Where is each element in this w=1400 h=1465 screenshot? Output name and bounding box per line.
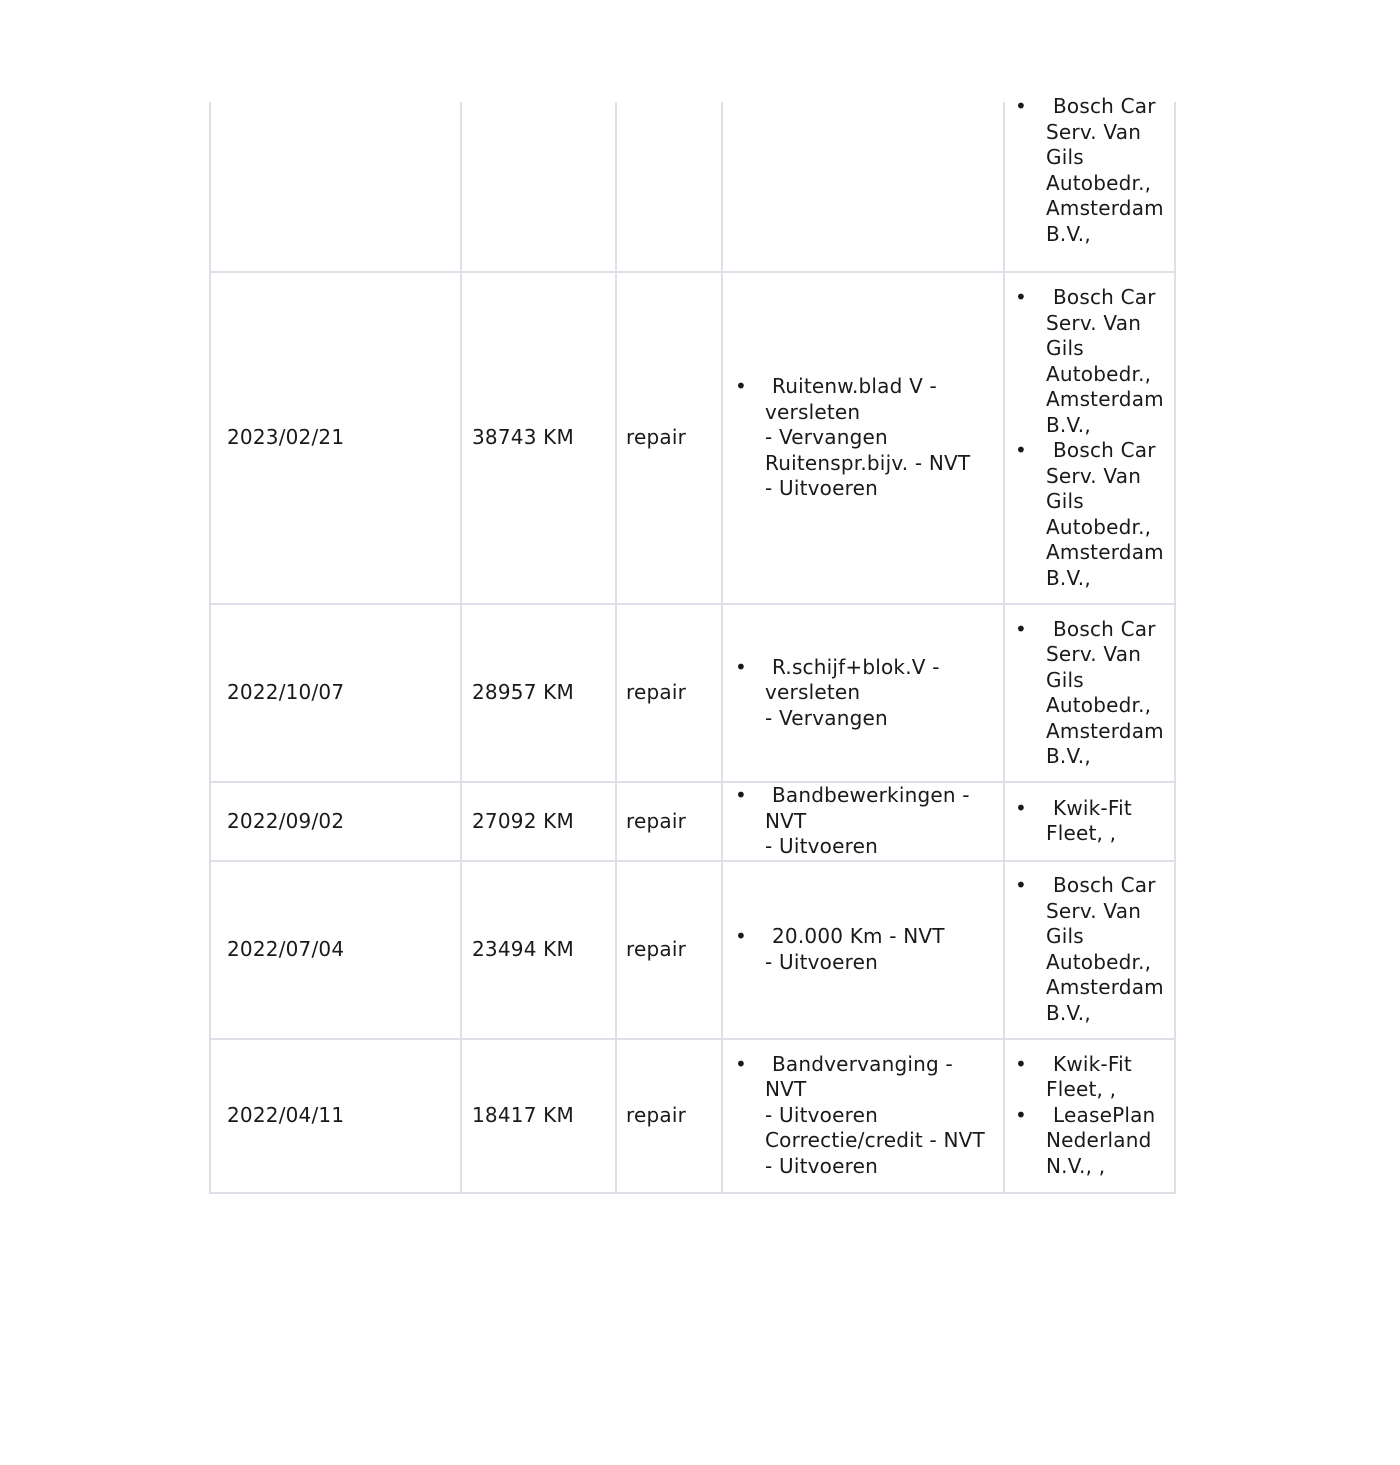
service-provider-cell	[1004, 272, 1175, 604]
provider-item-first-line: Bosch Car	[1053, 873, 1156, 897]
provider-list	[1005, 617, 1174, 770]
service-provider-cell	[1004, 861, 1175, 1039]
service-type-cell: repair	[616, 1039, 722, 1193]
mileage-cell	[461, 102, 616, 272]
provider-list	[1005, 1052, 1174, 1180]
date-cell: 2022/09/02	[210, 782, 461, 861]
work-performed-cell	[722, 861, 1004, 1039]
work-item	[723, 655, 1003, 732]
work-list	[723, 1052, 1003, 1180]
mileage-cell: 23494 KM	[461, 861, 616, 1039]
work-performed-cell	[722, 604, 1004, 782]
provider-item-first-line: LeasePlan	[1053, 1102, 1156, 1127]
provider-item	[1005, 438, 1174, 591]
table-row	[210, 604, 1175, 782]
service-provider-cell	[1004, 1039, 1175, 1193]
work-item	[723, 374, 1003, 502]
provider-item-continuation: Nederland N.V., ,	[1046, 1128, 1152, 1178]
provider-item	[1005, 796, 1174, 847]
provider-item-first-line: Bosch Car	[1053, 438, 1156, 462]
provider-item-first-line: Bosch Car	[1053, 285, 1156, 309]
date-cell: 2022/07/04	[210, 861, 461, 1039]
provider-list	[1005, 94, 1174, 247]
provider-item-continuation: Fleet, ,	[1046, 1077, 1117, 1102]
provider-item	[1005, 1103, 1174, 1180]
work-performed-cell	[722, 782, 1004, 861]
table-row	[210, 102, 1175, 272]
work-item	[723, 783, 1003, 860]
provider-item-first-line: Bosch Car	[1053, 94, 1156, 118]
service-provider-cell	[1004, 94, 1175, 272]
mileage-cell: 38743 KM	[461, 272, 616, 604]
work-item	[723, 1052, 1003, 1180]
table-row	[210, 861, 1175, 1039]
work-performed-cell	[722, 272, 1004, 604]
work-performed-cell	[722, 102, 1004, 272]
provider-item	[1005, 617, 1174, 770]
work-item-continuation: NVT - Uitvoeren Correctie/credit - NVT - Uitvoeren	[765, 1077, 985, 1178]
service-type-cell	[616, 102, 722, 272]
date-cell: 2023/02/21	[210, 272, 461, 604]
provider-item-first-line: Kwik-Fit	[1053, 795, 1132, 820]
provider-list	[1005, 873, 1174, 1026]
work-list	[723, 655, 1003, 732]
provider-list	[1005, 285, 1174, 591]
table-row	[210, 782, 1175, 861]
provider-item-continuation: Fleet, ,	[1046, 821, 1117, 846]
provider-item	[1005, 873, 1174, 1026]
work-item-continuation: versleten - Vervangen	[765, 680, 888, 730]
service-provider-cell	[1004, 782, 1175, 861]
work-item-continuation: versleten - Vervangen Ruitenspr.bijv. - NVT - Uitvoeren	[765, 399, 971, 501]
provider-item-first-line: Bosch Car	[1053, 616, 1156, 641]
work-performed-cell	[722, 1039, 1004, 1193]
provider-item-continuation: Serv. Van Gils Autobedr., Amsterdam B.V.,	[1046, 642, 1164, 768]
work-item-first-line: Bandbewerkingen -	[772, 783, 970, 807]
service-type-cell: repair	[616, 861, 722, 1039]
date-cell	[210, 102, 461, 272]
provider-item-continuation: Serv. Van Gils Autobedr., Amsterdam B.V.,	[1046, 898, 1164, 1025]
provider-item-continuation: Serv. Van Gils Autobedr., Amsterdam B.V.,	[1046, 119, 1164, 246]
date-cell: 2022/10/07	[210, 604, 461, 782]
service-provider-cell	[1004, 604, 1175, 782]
work-item-first-line: 20.000 Km - NVT	[772, 924, 945, 948]
work-item	[723, 924, 1003, 975]
date-cell: 2022/04/11	[210, 1039, 461, 1193]
table-row	[210, 1039, 1175, 1193]
service-type-cell: repair	[616, 604, 722, 782]
mileage-cell: 28957 KM	[461, 604, 616, 782]
service-type-cell: repair	[616, 272, 722, 604]
provider-list	[1005, 796, 1174, 847]
maintenance-history-table	[209, 94, 1176, 1194]
work-item-first-line: Bandvervanging -	[772, 1051, 953, 1076]
provider-item	[1005, 1052, 1174, 1103]
provider-item-continuation: Serv. Van Gils Autobedr., Amsterdam B.V.,	[1046, 463, 1164, 590]
work-list	[723, 924, 1003, 975]
provider-item	[1005, 94, 1174, 247]
work-list	[723, 783, 1003, 860]
work-list	[723, 374, 1003, 502]
provider-item	[1005, 285, 1174, 438]
work-item-first-line: Ruitenw.blad V -	[772, 374, 937, 399]
table-body	[210, 94, 1175, 1193]
provider-item-first-line: Kwik-Fit	[1053, 1051, 1132, 1076]
mileage-cell: 27092 KM	[461, 782, 616, 861]
table-row	[210, 272, 1175, 604]
work-item-continuation: NVT - Uitvoeren	[765, 808, 878, 858]
service-type-cell: repair	[616, 782, 722, 861]
work-item-continuation: - Uitvoeren	[765, 949, 878, 974]
work-item-first-line: R.schijf+blok.V -	[772, 654, 940, 679]
provider-item-continuation: Serv. Van Gils Autobedr., Amsterdam B.V.,	[1046, 310, 1164, 437]
mileage-cell: 18417 KM	[461, 1039, 616, 1193]
